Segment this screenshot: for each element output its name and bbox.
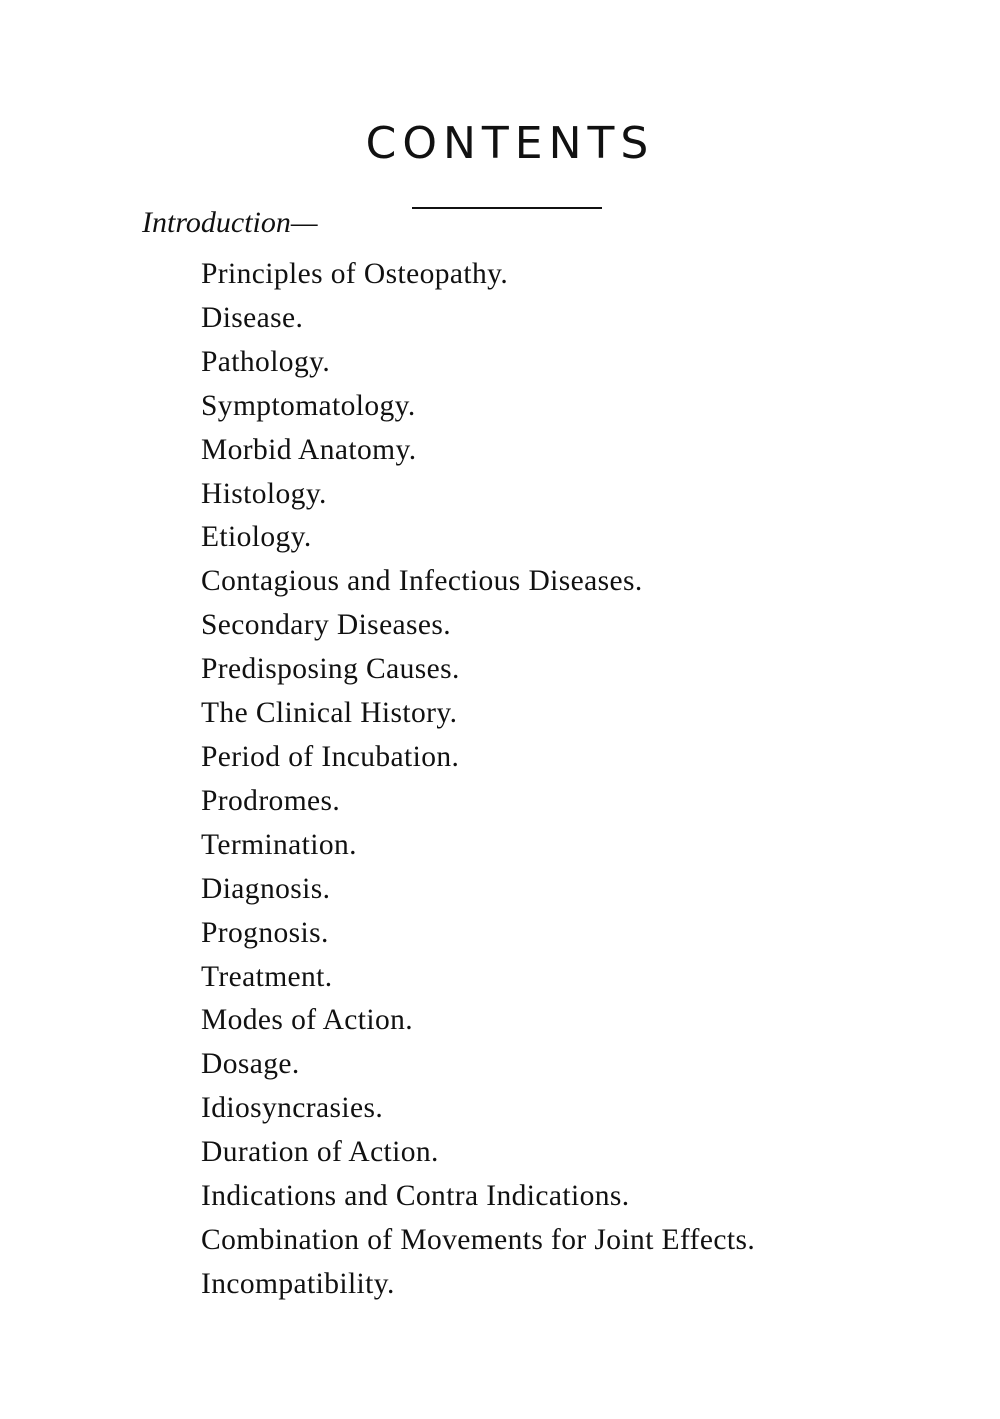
contents-entry: The Clinical History. (201, 697, 458, 730)
page-title: CONTENTS (365, 118, 655, 169)
contents-entry: Secondary Diseases. (201, 609, 452, 642)
contents-entry: Contagious and Infectious Diseases. (201, 565, 643, 598)
contents-entry: Indications and Contra Indications. (201, 1180, 630, 1213)
contents-entry: Etiology. (201, 521, 312, 554)
contents-entry: Symptomatology. (201, 389, 416, 422)
contents-entry: Pathology. (201, 345, 331, 378)
contents-entry: Diagnosis. (201, 872, 331, 905)
contents-list (201, 253, 755, 1307)
contents-entry: Dosage. (201, 1048, 300, 1081)
contents-entry: Disease. (201, 301, 304, 334)
section-heading: Introduction— (142, 206, 318, 239)
contents-entry: Incompatibility. (201, 1267, 395, 1300)
contents-entry: Combination of Movements for Joint Effects. (201, 1223, 756, 1256)
contents-entry: Morbid Anatomy. (201, 433, 417, 466)
contents-entry: Idiosyncrasies. (201, 1092, 384, 1125)
contents-entry: Prodromes. (201, 784, 341, 817)
contents-entry: Modes of Action. (201, 1004, 414, 1037)
contents-entry: Termination. (201, 828, 357, 861)
contents-entry: Duration of Action. (201, 1136, 439, 1169)
contents-entry: Treatment. (201, 960, 333, 993)
contents-entry: Prognosis. (201, 916, 329, 949)
title-divider (412, 207, 602, 209)
contents-entry: Histology. (201, 477, 327, 510)
contents-entry: Predisposing Causes. (201, 653, 460, 686)
contents-entry: Period of Incubation. (201, 740, 460, 773)
contents-entry: Principles of Osteopathy. (201, 258, 509, 290)
